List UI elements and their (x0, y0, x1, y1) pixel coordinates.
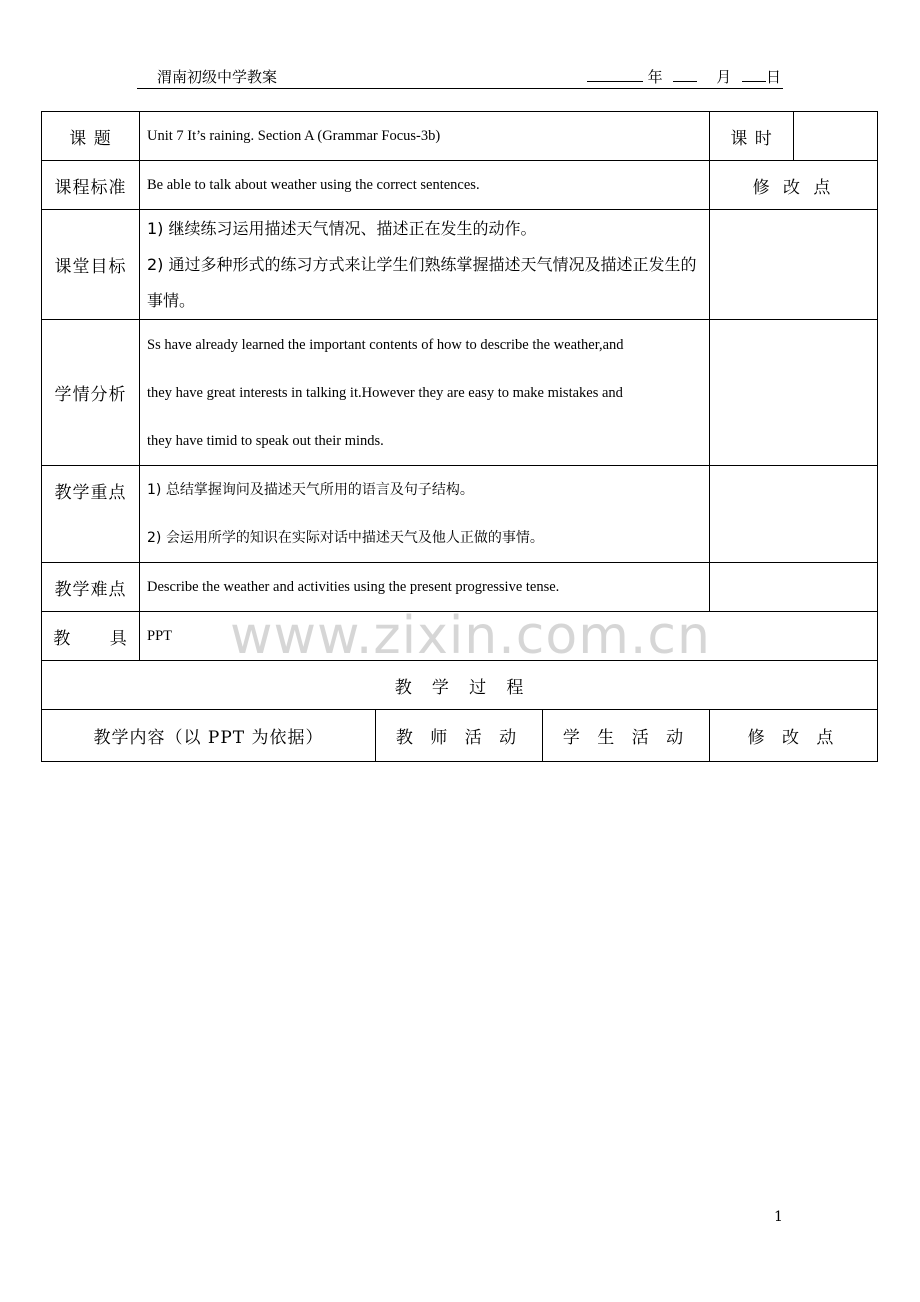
watermark: www.zixin.com.cn (230, 606, 711, 666)
key-point-item: 1) 总结掌握询问及描述天气所用的语言及句子结构。 (147, 482, 474, 498)
day-blank (742, 67, 766, 82)
period-label: 课 时 (710, 112, 794, 161)
objectives-label: 课堂目标 (42, 210, 140, 320)
date-line (587, 66, 781, 87)
row-objectives (42, 210, 878, 320)
topic-label: 课 题 (42, 112, 140, 161)
column-revise-heading: 修 改 点 (710, 710, 878, 762)
analysis-label: 学情分析 (42, 320, 140, 466)
objectives-revise (710, 210, 878, 320)
row-columns (42, 710, 878, 762)
row-key-points (42, 466, 878, 563)
row-tools (42, 612, 878, 661)
column-content-heading: 教学内容（以 PPT 为依据） (42, 710, 376, 762)
column-student-heading: 学 生 活 动 (543, 710, 710, 762)
year-blank (587, 67, 643, 82)
row-difficulties (42, 563, 878, 612)
school-name: 渭南初级中学教案 (157, 68, 278, 86)
day-label: 日 (765, 68, 781, 86)
standard-content: Be able to talk about weather using the correct sentences. (140, 161, 710, 210)
analysis-line: they have timid to speak out their minds. (147, 432, 384, 449)
objective-item: 2) 通过多种形式的练习方式来让学生们熟练掌握描述天气情况及描述正发生的事情。 (147, 254, 697, 310)
year-label: 年 (647, 68, 663, 86)
difficulties-content: Describe the weather and activities using the present progressive tense. (140, 563, 710, 612)
period-value (794, 112, 878, 161)
objectives-content (140, 210, 710, 320)
difficulties-revise (710, 563, 878, 612)
key-points-revise (710, 466, 878, 563)
objective-item: 1) 继续练习运用描述天气情况、描述正在发生的动作。 (147, 218, 537, 238)
tools-label: 教 具 (42, 612, 140, 661)
row-standard (42, 161, 878, 210)
key-point-item: 2) 会运用所学的知识在实际对话中描述天气及他人正做的事情。 (147, 530, 544, 546)
row-analysis (42, 320, 878, 466)
process-heading: 教 学 过 程 (42, 661, 878, 710)
topic-content: Unit 7 It’s raining. Section A (Grammar Focus-3b) (140, 112, 710, 161)
standard-label: 课程标准 (42, 161, 140, 210)
tools-content: PPT (140, 612, 878, 661)
month-label: 月 (716, 68, 732, 86)
revise-point-label: 修 改 点 (710, 161, 878, 210)
page-number: 1 (774, 1209, 783, 1225)
row-process (42, 661, 878, 710)
page-header (137, 64, 783, 89)
analysis-line: Ss have already learned the important contents of how to describe the weather,and (147, 336, 624, 353)
key-points-label: 教学重点 (42, 466, 140, 563)
analysis-content (140, 320, 710, 466)
difficulties-label: 教学难点 (42, 563, 140, 612)
lesson-plan-table (41, 111, 878, 762)
key-points-content (140, 466, 710, 563)
row-topic (42, 112, 878, 161)
month-blank (673, 67, 697, 82)
analysis-revise (710, 320, 878, 466)
analysis-line: they have great interests in talking it.However they are easy to make mistakes and (147, 384, 623, 401)
column-teacher-heading: 教 师 活 动 (376, 710, 543, 762)
